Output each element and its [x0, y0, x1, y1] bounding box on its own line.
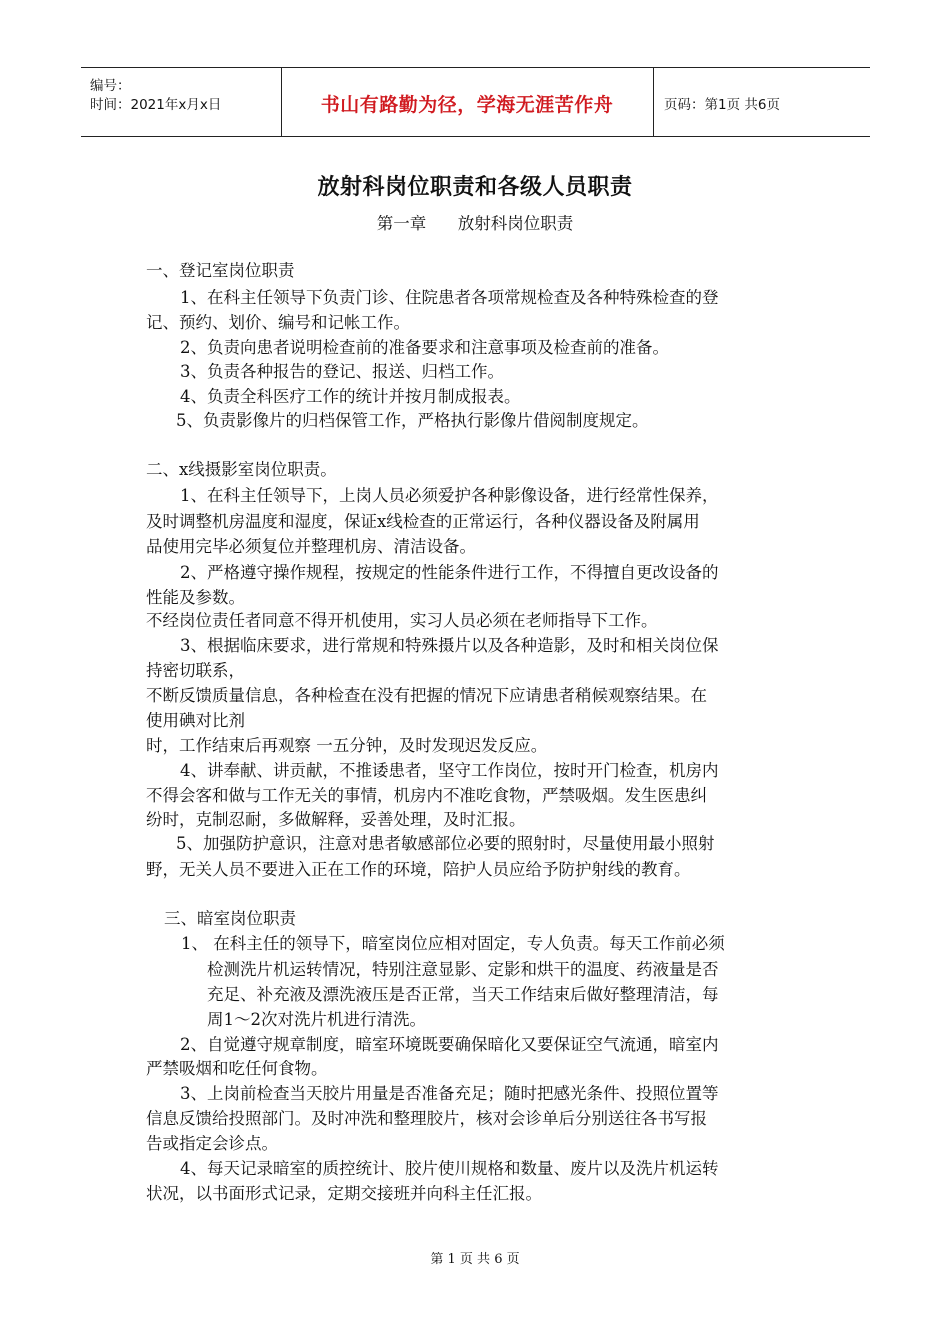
paragraph-line: 3、根据临床要求，进行常规和特殊摄片以及各种造影，及时和相关岗位保 [180, 636, 719, 655]
paragraph-line: 不经岗位责任者同意不得开机使用，实习人员必须在老师指导下工作。 [146, 611, 658, 630]
paragraph-line: 纷时，克制忍耐，多做解释，妥善处理，及时汇报。 [146, 810, 526, 829]
paragraph-line: 使用碘对比剂 [146, 711, 245, 730]
paragraph-line: 1、 在科主任的领导下，暗室岗位应相对固定，专人负责。每天工作前必须 [181, 934, 725, 953]
paragraph-line: 野，无关人员不要进入正在工作的环境，陪护人员应给予防护射线的教育。 [146, 860, 691, 879]
paragraph-line: 1、在科主任领导下，上岗人员必须爱护各种影像设备，进行经常性保养， [180, 486, 719, 505]
paragraph-line: 4、每天记录暗室的质控统计、胶片使川规格和数量、废片以及洗片机运转 [180, 1159, 719, 1178]
section-heading: 一、登记室岗位职责 [146, 261, 295, 280]
document-title: 放射科岗位职责和各级人员职责 [317, 175, 633, 200]
header-table [81, 67, 870, 137]
paragraph-line: 记、预约、划价、编号和记帐工作。 [146, 313, 410, 332]
header-motto-cell [281, 68, 654, 136]
paragraph-line: 严禁吸烟和吃任何食物。 [146, 1059, 328, 1078]
paragraph-line: 3、上岗前检查当天胶片用量是否准备充足；随时把感光条件、投照位置等 [180, 1084, 719, 1103]
section-heading: 二、x线摄影室岗位职责。 [146, 460, 337, 479]
paragraph-line: 性能及参数。 [146, 588, 245, 607]
paragraph-line: 信息反馈给投照部门。及时冲洗和整理胶片，核对会诊单后分别送往各书写报 [146, 1109, 707, 1128]
paragraph-line: 及时调整机房温度和湿度，保证x线检查的正常运行，各种仪器设备及附属用 [146, 512, 700, 531]
paragraph-line: 状况，以书面形式记录，定期交接班并向科主任汇报。 [146, 1184, 542, 1203]
paragraph-line: 告或指定会诊点。 [146, 1134, 278, 1153]
page-info: 页码：第1页 共6页 [664, 97, 780, 113]
paragraph-line: 5、负责影像片的归档保管工作，严格执行影像片借阅制度规定。 [176, 411, 649, 430]
paragraph-line: 持密切联系， [146, 661, 245, 680]
paragraph-line: 4、负责全科医疗工作的统计并按月制成报表。 [180, 387, 521, 406]
paragraph-line: 检测洗片机运转情况，特别注意显影、定影和烘干的温度、药液量是否 [207, 960, 719, 979]
paragraph-line: 不断反馈质量信息，各种检查在没有把握的情况下应请患者稍候观察结果。在 [146, 686, 707, 705]
paragraph-line: 2、自觉遵守规章制度，暗室环境既要确保暗化又要保证空气流通，暗室内 [180, 1035, 719, 1054]
paragraph-line: 5、加强防护意识，注意对患者敏感部位必要的照射时，尽量使用最小照射 [176, 834, 715, 853]
paragraph-line: 1、在科主任领导下负责门诊、住院患者各项常规检查及各种特殊检查的登 [180, 288, 719, 307]
time-label: 时间：2021年x月x日 [90, 97, 222, 113]
paragraph-line: 3、负责各种报告的登记、报送、归档工作。 [180, 362, 504, 381]
paragraph-line: 时，工作结束后再观察 一五分钟，及时发现迟发反应。 [146, 736, 548, 755]
number-label: 编号： [90, 78, 131, 94]
header-info-cell [81, 68, 282, 136]
paragraph-line: 充足、补充液及漂洗液压是否正常，当天工作结束后做好整理清洁，每 [207, 985, 719, 1004]
paragraph-line: 2、负责向患者说明检查前的准备要求和注意事项及检查前的准备。 [180, 338, 669, 357]
paragraph-line: 周1～2次对洗片机进行清洗。 [207, 1010, 426, 1029]
paragraph-line: 不得会客和做与工作无关的事情，机房内不准吃食物，严禁吸烟。发生医患纠 [146, 786, 707, 805]
motto-text: 书山有路勤为径，学海无涯苦作舟 [320, 94, 614, 116]
chapter-heading: 第一章 放射科岗位职责 [376, 214, 574, 233]
header-page-cell [653, 68, 870, 136]
paragraph-line: 2、严格遵守操作规程，按规定的性能条件进行工作，不得擅自更改设备的 [180, 563, 719, 582]
paragraph-line: 4、讲奉献、讲贡献，不推诿患者，坚守工作岗位，按时开门检查，机房内 [180, 761, 719, 780]
section-heading: 三、暗室岗位职责 [164, 909, 296, 928]
paragraph-line: 品使用完毕必须复位并整理机房、清洁设备。 [146, 537, 476, 556]
page-footer: 第 1 页 共 6 页 [430, 1252, 520, 1267]
